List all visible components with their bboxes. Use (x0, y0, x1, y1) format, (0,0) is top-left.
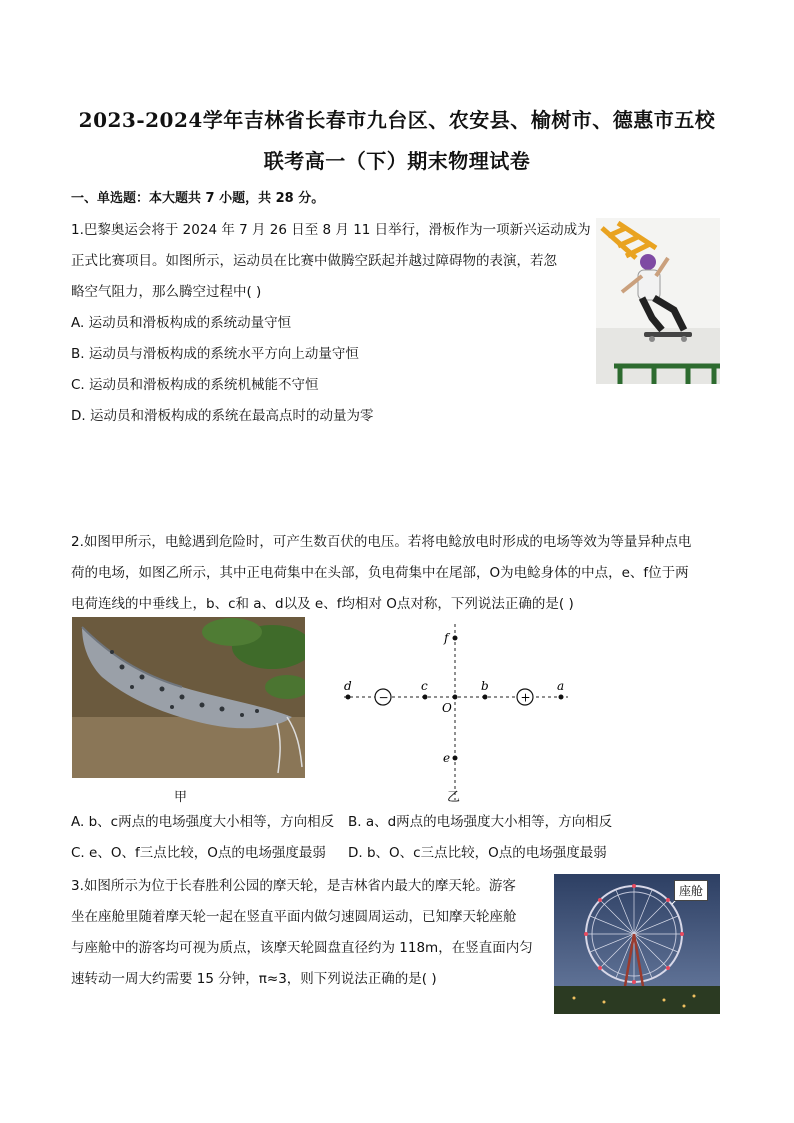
q2-line-1: 2.如图甲所示，电鲶遇到危险时，可产生数百伏的电压。若将电鲶放电时形成的电场等效为等量异种点电 (71, 534, 692, 550)
charge-field-diagram (338, 620, 578, 805)
q1-line-3: 略空气阻力，那么腾空过程中( ) (71, 284, 262, 300)
positive-charge-symbol: + (520, 690, 531, 705)
q1-option-a: A. 运动员和滑板构成的系统动量守恒 (71, 315, 292, 331)
q1-option-b: B. 运动员与滑板构成的系统水平方向上动量守恒 (71, 346, 359, 362)
q2-option-d: D. b、O、c三点比较，O点的电场强度最弱 (348, 845, 607, 861)
q2-line-3: 电荷连线的中垂线上，b、c和 a、d以及 e、f均相对 O点对称，下列说法正确的是( ) (71, 596, 574, 612)
skateboarder-photo (596, 218, 720, 384)
figure-caption-right: 乙 (447, 790, 461, 805)
label-c: c (421, 679, 428, 693)
q1-line-2: 正式比赛项目。如图所示，运动员在比赛中做腾空跃起并越过障碍物的表演，若忽 (71, 253, 557, 269)
q3-line-2: 坐在座舱里随着摩天轮一起在竖直平面内做匀速圆周运动，已知摩天轮座舱 (71, 909, 517, 925)
cabin-label: 座舱 (674, 880, 708, 901)
label-b: b (481, 679, 489, 693)
q3-line-1: 3.如图所示为位于长春胜利公园的摩天轮，是吉林省内最大的摩天轮。游客 (71, 878, 516, 894)
q2-line-2: 荷的电场，如图乙所示，其中正电荷集中在头部，负电荷集中在尾部，O为电鲶身体的中点，e、f位于两 (71, 565, 689, 581)
label-e: e (443, 751, 451, 765)
label-o: O (442, 701, 452, 715)
label-a: a (557, 679, 565, 693)
section-heading: 一、单选题：本大题共 7 小题，共 28 分。 (71, 191, 325, 206)
q2-option-b: B. a、d两点的电场强度大小相等，方向相反 (348, 814, 613, 830)
label-f: f (444, 631, 449, 645)
q3-line-3: 与座舱中的游客均可视为质点，该摩天轮圆盘直径约为 118m，在竖直面内匀 (71, 940, 533, 956)
q2-option-c: C. e、O、f三点比较，O点的电场强度最弱 (71, 845, 326, 861)
q1-option-d: D. 运动员和滑板构成的系统在最高点时的动量为零 (71, 408, 374, 424)
catfish-photo (72, 617, 305, 778)
negative-charge-symbol: − (378, 690, 389, 705)
figure-caption-left: 甲 (174, 790, 188, 805)
q3-line-4: 速转动一周大约需要 15 分钟，π≈3，则下列说法正确的是( ) (71, 971, 437, 987)
q1-option-c: C. 运动员和滑板构成的系统机械能不守恒 (71, 377, 319, 393)
q1-line-1: 1.巴黎奥运会将于 2024 年 7 月 26 日至 8 月 11 日举行，滑板作为一项新兴运动成为 (71, 222, 591, 238)
exam-title-line-1: 2023-2024学年吉林省长春市九台区、农安县、榆树市、德惠市五校 (78, 108, 716, 132)
label-d: d (344, 679, 352, 693)
exam-title-line-2: 联考高一（下）期末物理试卷 (263, 149, 531, 173)
q2-option-a: A. b、c两点的电场强度大小相等，方向相反 (71, 814, 335, 830)
